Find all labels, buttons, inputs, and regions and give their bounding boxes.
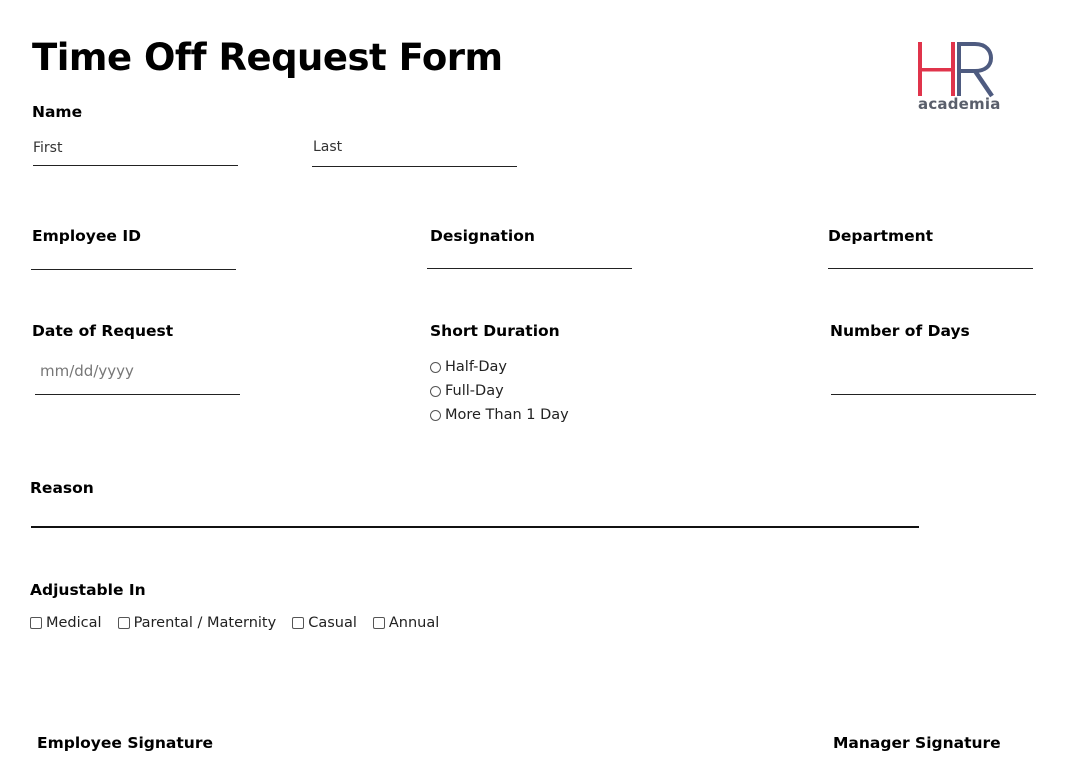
designation-label: Designation xyxy=(430,227,535,245)
radio-button[interactable] xyxy=(430,362,441,373)
short-duration-label: Short Duration xyxy=(430,322,560,340)
department-label: Department xyxy=(828,227,934,245)
first-name-field[interactable] xyxy=(33,139,238,167)
hr-academia-logo xyxy=(917,40,1001,116)
checkbox-option-medical[interactable] xyxy=(30,615,102,631)
radio-option-more-than-1-day[interactable] xyxy=(430,403,569,427)
employee-id-label: Employee ID xyxy=(32,227,141,245)
number-of-days-label: Number of Days xyxy=(830,322,970,340)
last-name-underline xyxy=(312,166,517,167)
date-of-request-field[interactable] xyxy=(35,361,240,397)
page-title: Time Off Request Form xyxy=(32,36,503,79)
last-name-placeholder: Last xyxy=(313,139,343,155)
radio-option-half-day[interactable] xyxy=(430,355,569,379)
radio-label: Half-Day xyxy=(445,359,507,375)
reason-label: Reason xyxy=(30,479,94,497)
checkbox-option-parental-maternity[interactable] xyxy=(118,615,277,631)
radio-button[interactable] xyxy=(430,386,441,397)
radio-button[interactable] xyxy=(430,410,441,421)
date-placeholder: mm/dd/yyyy xyxy=(40,362,134,380)
checkbox-option-casual[interactable] xyxy=(292,615,357,631)
radio-option-full-day[interactable] xyxy=(430,379,569,403)
hr-logo-icon xyxy=(917,40,997,98)
checkbox[interactable] xyxy=(118,617,130,629)
short-duration-options xyxy=(430,355,569,427)
logo-text: academia xyxy=(918,95,1001,113)
radio-label: More Than 1 Day xyxy=(445,407,569,423)
adjustable-in-options xyxy=(30,613,455,633)
checkbox-label: Parental / Maternity xyxy=(133,615,277,631)
department-field[interactable] xyxy=(828,268,1033,269)
first-name-underline xyxy=(33,165,238,166)
checkbox-label: Casual xyxy=(308,615,357,631)
employee-signature-label: Employee Signature xyxy=(37,734,213,752)
checkbox-label: Annual xyxy=(388,615,440,631)
date-underline xyxy=(35,394,240,395)
checkbox-option-annual[interactable] xyxy=(373,615,439,631)
checkbox[interactable] xyxy=(30,617,42,629)
radio-label: Full-Day xyxy=(445,383,504,399)
date-of-request-label: Date of Request xyxy=(32,322,174,340)
checkbox[interactable] xyxy=(373,617,385,629)
employee-id-field[interactable] xyxy=(31,269,236,270)
last-name-field[interactable] xyxy=(312,138,517,168)
first-name-placeholder: First xyxy=(33,140,63,156)
reason-field[interactable] xyxy=(31,526,919,528)
name-label: Name xyxy=(32,103,83,121)
manager-signature-label: Manager Signature xyxy=(833,734,1001,752)
checkbox-label: Medical xyxy=(46,615,102,631)
number-of-days-field[interactable] xyxy=(831,394,1036,395)
adjustable-in-label: Adjustable In xyxy=(30,581,146,599)
designation-field[interactable] xyxy=(427,268,632,269)
checkbox[interactable] xyxy=(292,617,304,629)
